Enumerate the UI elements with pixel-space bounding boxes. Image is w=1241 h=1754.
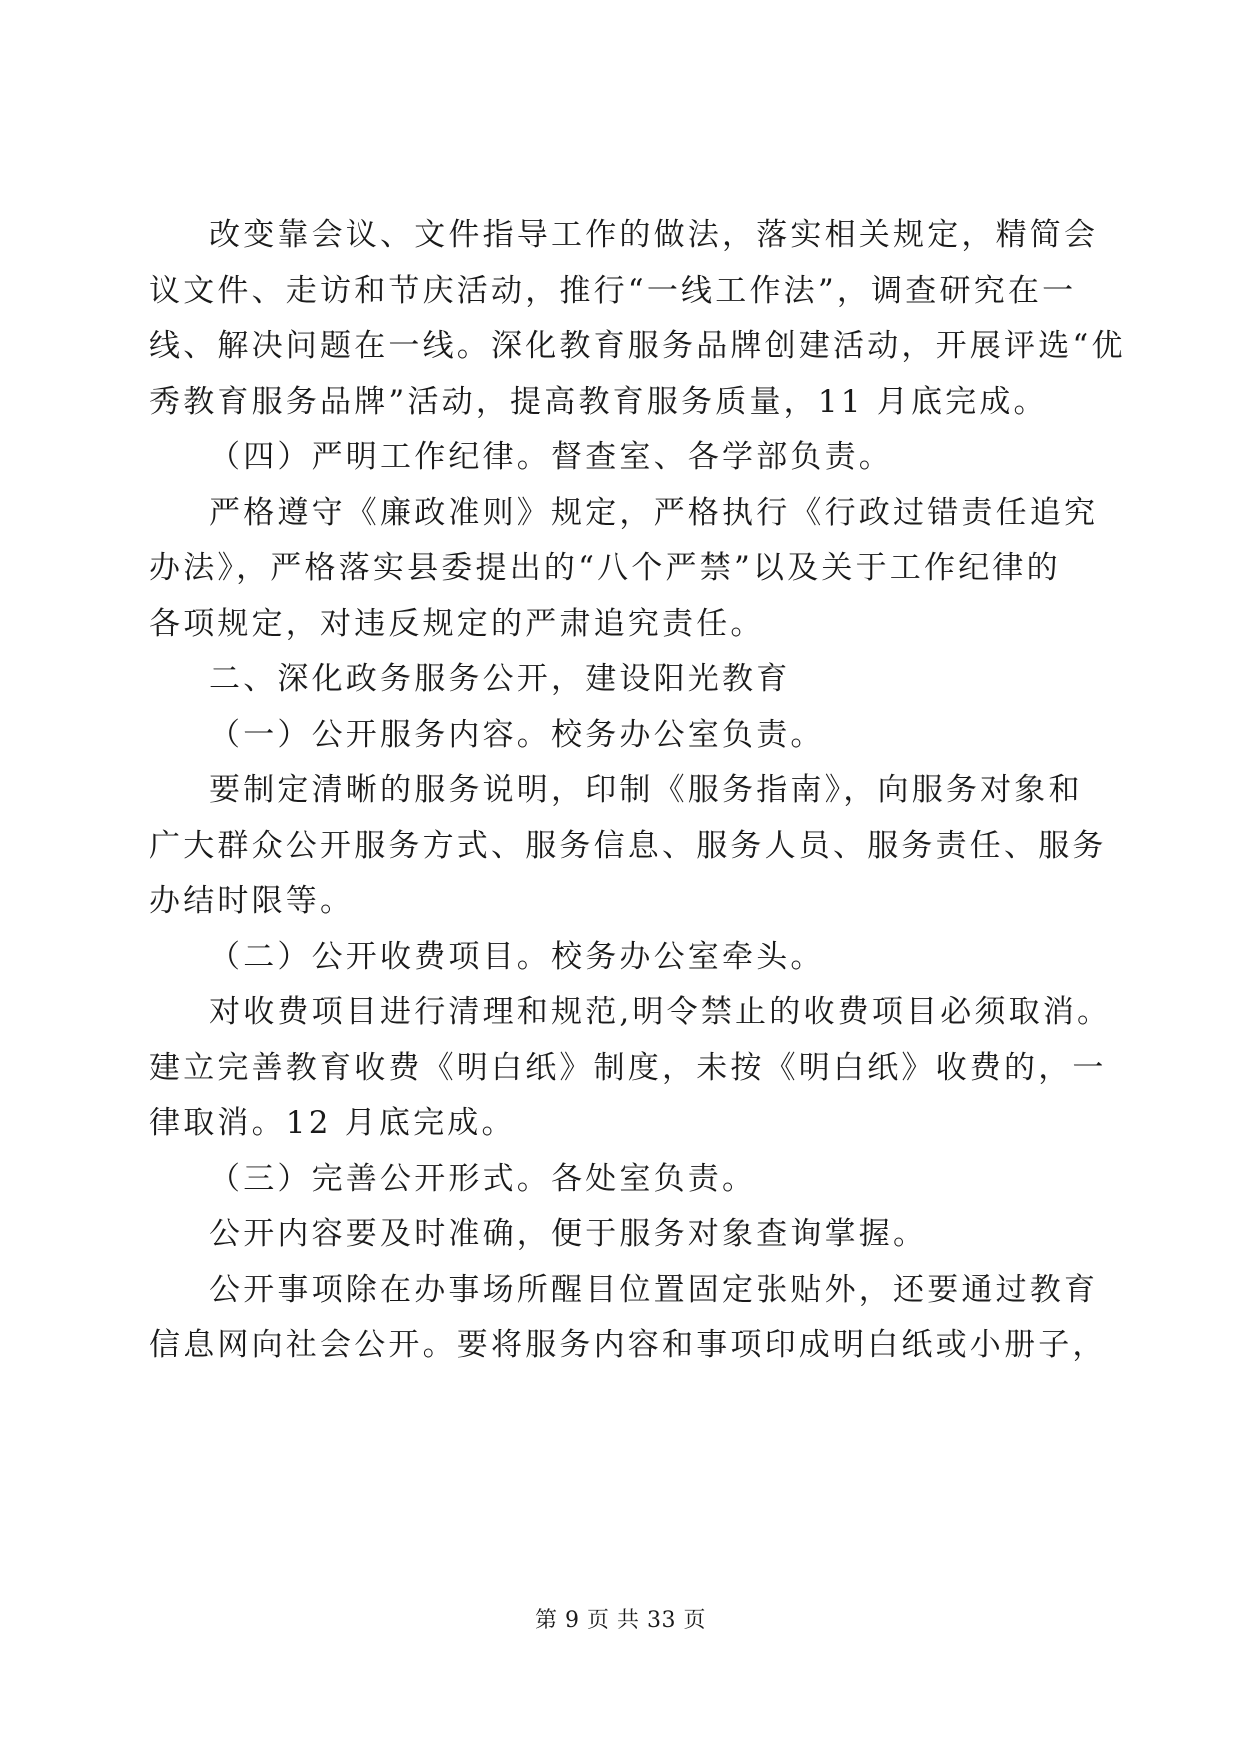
paragraph-line-17: 律取消。12 月底完成。 [149, 1105, 516, 1141]
paragraph-line-12: 广大群众公开服务方式、服务信息、服务人员、服务责任、服务 [149, 828, 1107, 864]
paragraph-line-3: 线、解决问题在一线。深化教育服务品牌创建活动，开展评选“优 [149, 328, 1126, 364]
paragraph-line-8: 各项规定，对违反规定的严肃追究责任。 [149, 606, 765, 642]
section-heading-1: （一）公开服务内容。校务办公室负责。 [209, 717, 825, 753]
paragraph-line-6: 严格遵守《廉政准则》规定，严格执行《行政过错责任追究 [209, 495, 1099, 531]
paragraph-line-2: 议文件、走访和节庆活动，推行“一线工作法”，调查研究在一 [149, 273, 1077, 309]
paragraph-line-21: 信息网向社会公开。要将服务内容和事项印成明白纸或小册子， [149, 1327, 1107, 1363]
paragraph-line-19: 公开内容要及时准确，便于服务对象查询掌握。 [209, 1216, 928, 1252]
paragraph-line-7: 办法》，严格落实县委提出的“八个严禁”以及关于工作纪律的 [149, 550, 1061, 586]
page-number-footer: 第 9 页 共 33 页 [535, 1608, 706, 1633]
paragraph-line-4: 秀教育服务品牌”活动，提高教育服务质量，11 月底完成。 [149, 384, 1048, 420]
paragraph-line-1: 改变靠会议、文件指导工作的做法，落实相关规定，精简会 [209, 217, 1099, 253]
section-heading-3: （三）完善公开形式。各处室负责。 [209, 1161, 757, 1197]
paragraph-line-20: 公开事项除在办事场所醒目位置固定张贴外，还要通过教育 [209, 1272, 1099, 1308]
paragraph-line-11: 要制定清晰的服务说明，印制《服务指南》，向服务对象和 [209, 772, 1083, 808]
section-heading-4: （四）严明工作纪律。督查室、各学部负责。 [209, 439, 893, 475]
chapter-heading-2: 二、深化政务服务公开，建设阳光教育 [209, 661, 791, 697]
paragraph-line-16: 建立完善教育收费《明白纸》制度，未按《明白纸》收费的，一 [149, 1050, 1107, 1086]
section-heading-2: （二）公开收费项目。校务办公室牵头。 [209, 939, 825, 975]
paragraph-line-15: 对收费项目进行清理和规范,明令禁止的收费项目必须取消。 [209, 994, 1112, 1030]
paragraph-line-13: 办结时限等。 [149, 883, 355, 919]
